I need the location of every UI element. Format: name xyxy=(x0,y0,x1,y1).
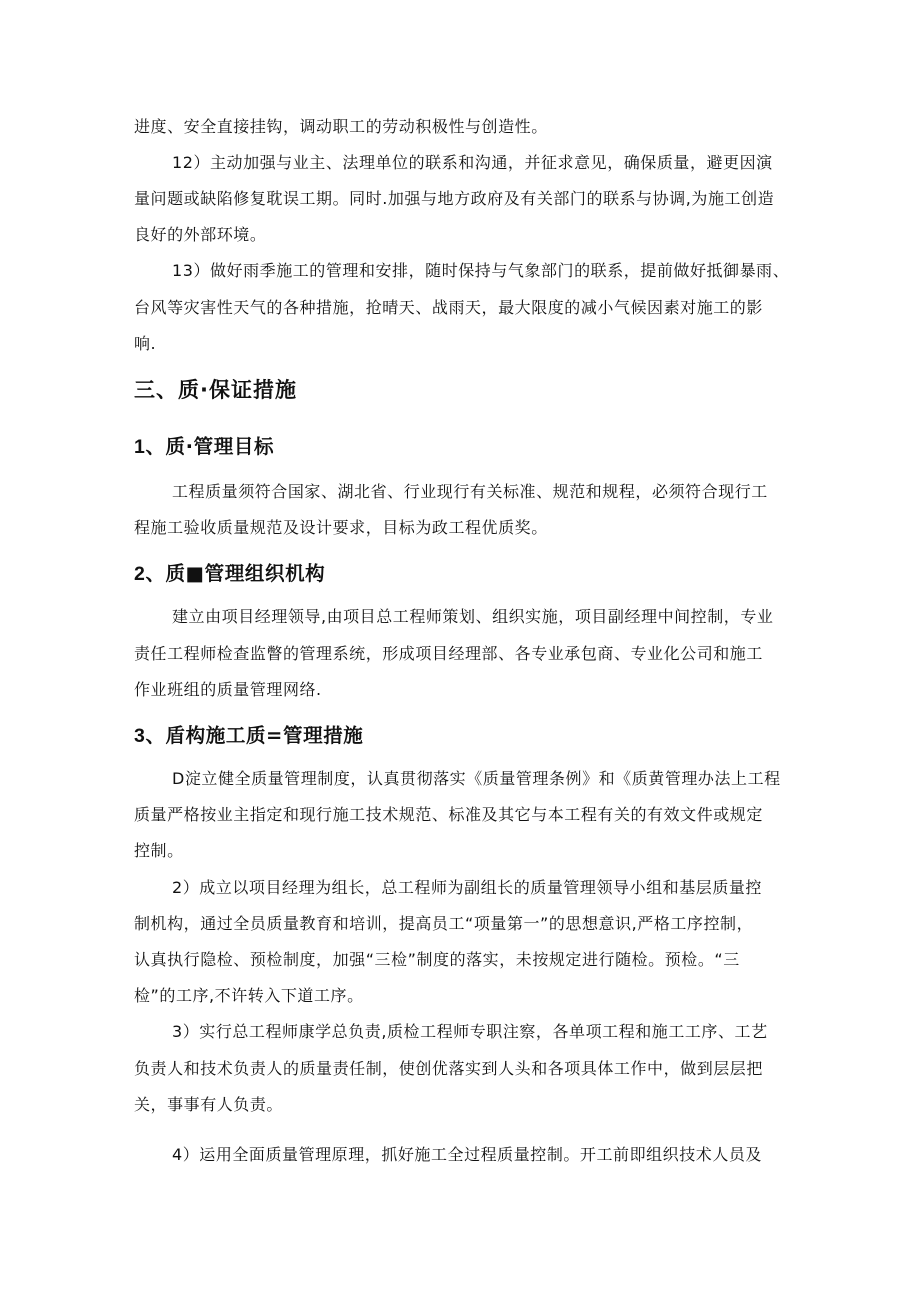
paragraph-line: 建立由项目经理领导,由项目总工程师策划、组织实施，项目副经理中间控制，专业 xyxy=(172,607,774,626)
paragraph-line: 台风等灾害性天气的各种措施，抢晴天、战雨天，最大限度的减小气候因素对施工的影 xyxy=(134,298,763,317)
heading-title: 、质·管理目标 xyxy=(145,435,275,458)
paragraph-line: 量问题或缺陷修复耽误工期。同时.加强与地方政府及有关部门的联系与协调,为施工创造 xyxy=(134,189,775,208)
paragraph-line: 关，事事有人负责。 xyxy=(134,1095,283,1114)
paragraph-line: 进度、安全直接挂钩，调动职工的劳动积极性与创造性。 xyxy=(134,117,548,136)
heading-number: 2 xyxy=(134,563,146,585)
paragraph-line: D淀立健全质量管理制度，认真贯彻落实《质量管理条例》和《质黄管理办法上工程 xyxy=(172,769,781,788)
paragraph-line: 责任工程师检查监瞥的管理系统，形成项目经理部、各专业承包商、专业化公司和施工 xyxy=(134,644,763,663)
paragraph-line: 4）运用全面质量管理原理，抓好施工全过程质量控制。开工前即组织技术人员及 xyxy=(172,1145,762,1164)
section-heading: 三、质·保证措施 xyxy=(134,378,297,402)
subsection-heading-2 xyxy=(134,561,325,587)
paragraph-line: 良好的外部环境。 xyxy=(134,225,267,244)
paragraph-line: 质量严格按业主指定和现行施工技术规范、标准及其它与本工程有关的有效文件或规定 xyxy=(134,805,763,824)
paragraph-line: 2）成立以项目经理为组长，总工程师为副组长的质量管理领导小组和基层质量控 xyxy=(172,878,762,897)
paragraph-line: 响. xyxy=(134,334,157,353)
paragraph-line: 认真执行隐检、预检制度，加强“三检”制度的落实，未按规定进行随检。预检。“三 xyxy=(134,950,740,969)
subsection-heading-3 xyxy=(134,723,363,749)
paragraph-line: 负责人和技术负责人的质量责任制，使创优落实到人头和各项具体工作中，做到层层把 xyxy=(134,1059,763,1078)
heading-number: 1 xyxy=(134,436,146,458)
paragraph-line: 工程质量须符合国家、湖北省、行业现行有关标准、规范和规程，必须符合现行工 xyxy=(172,482,768,501)
paragraph-line: 13）做好雨季施工的管理和安排，随时保持与气象部门的联系，提前做好抵御暴雨、 xyxy=(172,261,790,280)
subsection-heading-1 xyxy=(134,434,274,460)
paragraph-line: 3）实行总工程师康学总负责,质检工程师专职注察，各单项工程和施工工序、工艺 xyxy=(172,1022,768,1041)
heading-number: 3 xyxy=(134,725,146,747)
heading-title: 、盾构施工质=管理措施 xyxy=(145,724,364,747)
paragraph-line: 程施工验收质量规范及设计要求，目标为政工程优质奖。 xyxy=(134,518,548,537)
heading-title: 、质■管理组织机构 xyxy=(145,562,326,585)
paragraph-line: 12）主动加强与业主、法理单位的联系和沟通，并征求意见，确保质量，避更因演 xyxy=(172,153,773,172)
paragraph-line: 检”的工序,不许转入下道工序。 xyxy=(134,986,364,1005)
paragraph-line: 控制。 xyxy=(134,841,184,860)
paragraph-line: 作业班组的质量管理网络. xyxy=(134,680,322,699)
paragraph-line: 制机构，通过全员质量教育和培训，提高员工“项量第一”的思想意识,严格工序控制， xyxy=(134,914,754,933)
